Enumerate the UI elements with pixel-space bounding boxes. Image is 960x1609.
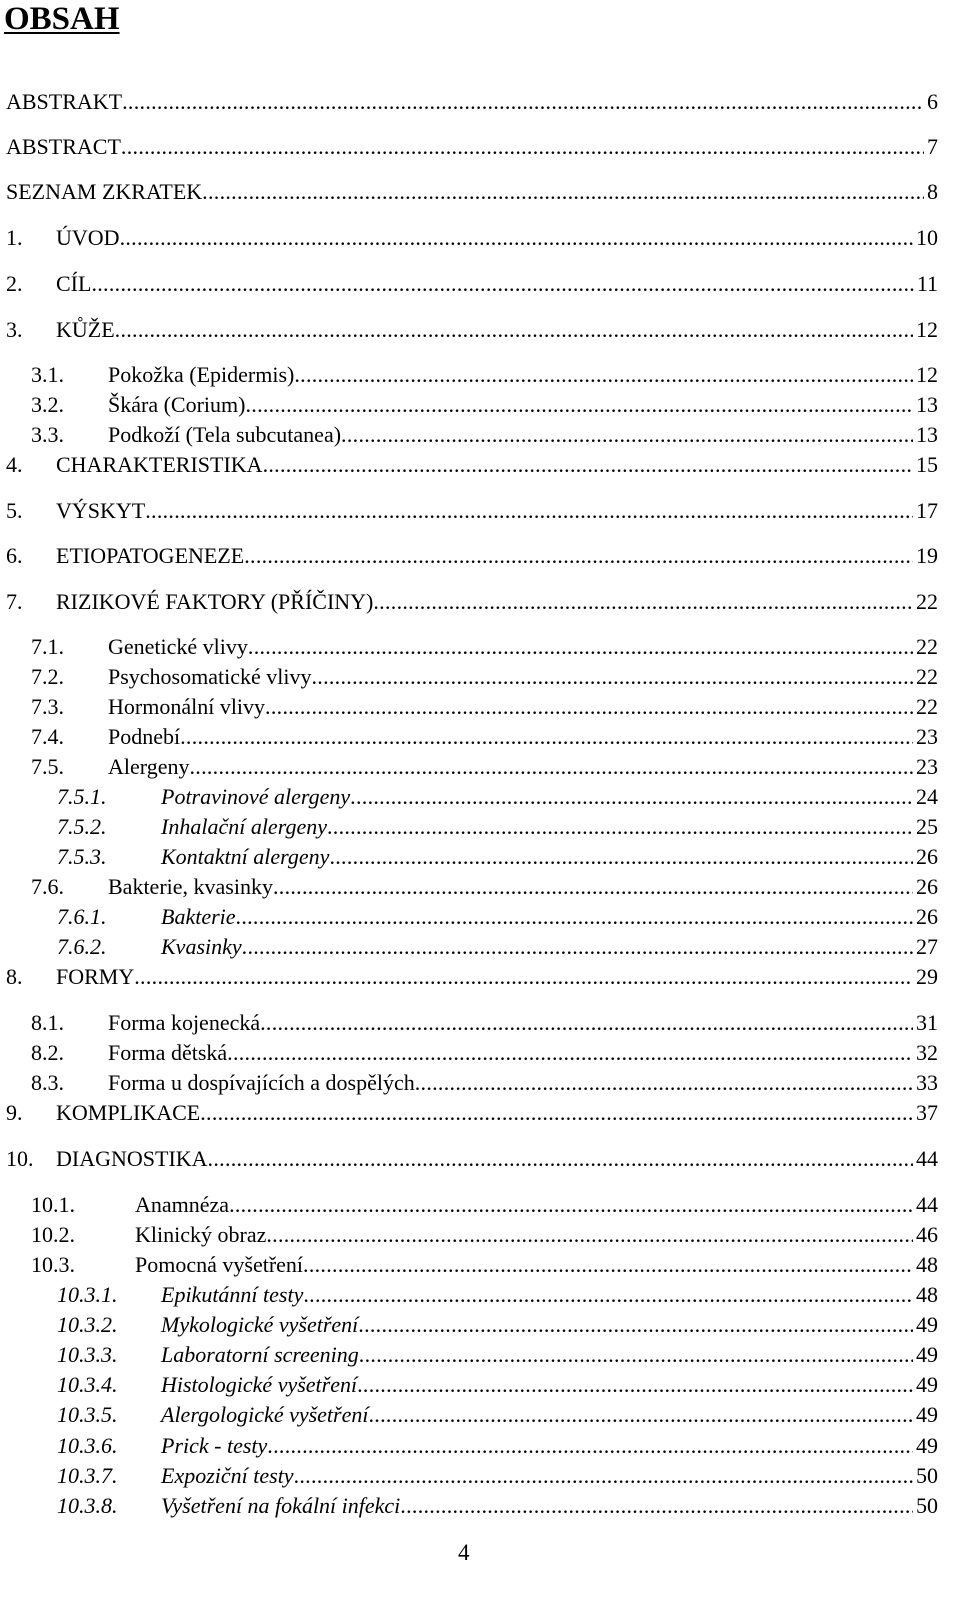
toc-entry[interactable] [6, 1099, 938, 1127]
toc-entry-page: 24 [916, 784, 938, 809]
toc-entry-number: 7.4. [31, 724, 64, 749]
toc-entry-title: Histologické vyšetření [161, 1372, 358, 1397]
toc-dot-leader [229, 1191, 913, 1219]
toc-entry-title: Alergeny [108, 754, 190, 779]
toc-entry-title: Pomocná vyšetření [135, 1252, 304, 1277]
toc-entry-page: 37 [916, 1100, 938, 1125]
toc-dot-leader [266, 1221, 913, 1249]
toc-entry[interactable] [6, 270, 938, 298]
toc-entry-number: 10.1. [31, 1192, 75, 1217]
toc-entry[interactable] [6, 133, 938, 161]
toc-entry-number: 8.2. [31, 1040, 64, 1065]
toc-entry-page: 50 [916, 1493, 938, 1518]
toc-entry-number: 7.5.1. [57, 784, 107, 809]
toc-entry-number: 8. [6, 964, 23, 989]
toc-entry-number: 10.3.6. [57, 1433, 118, 1458]
toc-entry-number: 10.3.7. [57, 1463, 118, 1488]
toc-entry-page: 46 [916, 1222, 938, 1247]
toc-dot-leader [260, 1009, 913, 1037]
toc-entry[interactable] [6, 224, 938, 252]
toc-entry-title: Forma kojenecká [108, 1010, 261, 1035]
page-number: 4 [458, 1540, 470, 1565]
toc-dot-leader [294, 1462, 913, 1490]
toc-entry-page: 6 [927, 89, 938, 114]
toc-entry[interactable] [57, 783, 938, 811]
toc-entry-title: Klinický obraz [135, 1222, 267, 1247]
toc-entry-title: ÚVOD [56, 225, 120, 250]
toc-entry[interactable] [31, 361, 938, 389]
toc-dot-leader [267, 1432, 913, 1460]
toc-dot-leader [236, 903, 913, 931]
toc-entry[interactable] [6, 542, 938, 570]
toc-entry-title: Expoziční testy [161, 1463, 294, 1488]
toc-entry-number: 7.5.3. [57, 844, 107, 869]
toc-entry-number: 10. [6, 1146, 34, 1171]
toc-dot-leader [273, 873, 913, 901]
toc-entry-title: Alergologické vyšetření [161, 1402, 369, 1427]
toc-entry-page: 44 [916, 1146, 938, 1171]
toc-entry-title: CÍL [56, 271, 92, 296]
toc-entry-title: ABSTRAKT [6, 89, 123, 114]
toc-entry-page: 26 [916, 874, 938, 899]
toc-entry-title: VÝSKYT [56, 498, 146, 523]
toc-entry-page: 26 [916, 904, 938, 929]
toc-entry-title: Škára (Corium) [108, 392, 246, 417]
toc-entry-page: 22 [916, 664, 938, 689]
toc-dot-leader [327, 813, 913, 841]
toc-dot-leader [369, 1401, 914, 1429]
toc-entry-page: 22 [916, 589, 938, 614]
toc-entry-number: 3.1. [31, 362, 64, 387]
toc-dot-leader [359, 1341, 913, 1369]
toc-dot-leader [115, 316, 913, 344]
toc-entry-page: 49 [916, 1402, 938, 1427]
toc-entry-page: 12 [916, 317, 938, 342]
toc-entry[interactable] [31, 873, 938, 901]
toc-dot-leader [341, 421, 913, 449]
toc-entry-title: Laboratorní screening [161, 1342, 359, 1367]
toc-entry[interactable] [31, 1221, 938, 1249]
toc-entry-title: Potravinové alergeny [161, 784, 351, 809]
toc-entry-page: 29 [916, 964, 938, 989]
toc-dot-leader [244, 542, 913, 570]
toc-entry[interactable] [57, 933, 938, 961]
toc-dot-leader [350, 783, 913, 811]
toc-entry-title: Prick - testy [161, 1433, 268, 1458]
toc-entry-number: 7.6.1. [57, 904, 107, 929]
toc-dot-leader [208, 1145, 913, 1173]
toc-dot-leader [357, 1371, 913, 1399]
toc-entry-page: 13 [916, 392, 938, 417]
toc-dot-leader [122, 88, 924, 116]
toc-entry-title: KOMPLIKACE [56, 1100, 201, 1125]
toc-entry[interactable] [31, 1191, 938, 1219]
toc-entry-title: DIAGNOSTIKA [56, 1146, 208, 1171]
toc-dot-leader [311, 663, 913, 691]
toc-dot-leader [242, 933, 913, 961]
toc-entry-number: 10.3.2. [57, 1312, 118, 1337]
toc-entry-page: 12 [916, 362, 938, 387]
toc-entry-number: 10.3.1. [57, 1282, 118, 1307]
toc-entry-title: Anamnéza [135, 1192, 230, 1217]
toc-entry-number: 1. [6, 225, 23, 250]
toc-entry-page: 26 [916, 844, 938, 869]
toc-entry-number: 4. [6, 452, 23, 477]
toc-entry-page: 49 [916, 1372, 938, 1397]
toc-entry-title: ETIOPATOGENEZE [56, 543, 245, 568]
toc-entry-title: Vyšetření na fokální infekci [161, 1493, 401, 1518]
toc-entry-title: Podnebí [108, 724, 181, 749]
toc-entry-number: 7.5. [31, 754, 64, 779]
toc-entry-page: 22 [916, 634, 938, 659]
toc-entry-number: 10.3.3. [57, 1342, 118, 1367]
toc-entry[interactable] [57, 1341, 938, 1369]
toc-entry-title: Mykologické vyšetření [161, 1312, 359, 1337]
toc-dot-leader [400, 1492, 913, 1520]
toc-entry-page: 49 [916, 1312, 938, 1337]
toc-entry-title: Psychosomatické vlivy [108, 664, 312, 689]
toc-entry[interactable] [6, 963, 938, 991]
toc-entry-page: 31 [916, 1010, 938, 1035]
toc-entry-page: 44 [916, 1192, 938, 1217]
toc-entry-title: Podkoží (Tela subcutanea) [108, 422, 342, 447]
toc-entry-title: Kontaktní alergeny [161, 844, 330, 869]
toc-entry-page: 33 [916, 1070, 938, 1095]
toc-dot-leader [294, 361, 913, 389]
toc-entry-title: Forma dětská [108, 1040, 228, 1065]
toc-entry-title: FORMY [56, 964, 135, 989]
toc-entry-number: 3. [6, 317, 23, 342]
toc-dot-leader [227, 1039, 913, 1067]
toc-entry-title: Hormonální vlivy [108, 694, 266, 719]
toc-entry[interactable] [31, 1069, 938, 1097]
toc-dot-leader [358, 1311, 913, 1339]
toc-entry-number: 6. [6, 543, 23, 568]
toc-dot-leader [245, 391, 913, 419]
toc-entry-title: Forma u dospívajících a dospělých [108, 1070, 415, 1095]
toc-entry[interactable] [57, 1492, 938, 1520]
toc-entry-number: 2. [6, 271, 23, 296]
toc-entry-number: 3.3. [31, 422, 64, 447]
toc-entry-page: 32 [916, 1040, 938, 1065]
toc-entry-number: 10.3.4. [57, 1372, 118, 1397]
toc-dot-leader [189, 753, 913, 781]
toc-entry[interactable] [57, 1281, 938, 1309]
toc-dot-leader [373, 588, 913, 616]
toc-entry[interactable] [31, 1251, 938, 1279]
toc-entry-page: 22 [916, 694, 938, 719]
toc-entry[interactable] [6, 88, 938, 116]
toc-entry[interactable] [31, 421, 938, 449]
toc-dot-leader [415, 1069, 913, 1097]
toc-entry[interactable] [6, 588, 938, 616]
toc-entry-page: 23 [916, 724, 938, 749]
toc-entry-page: 10 [916, 225, 938, 250]
toc-entry[interactable] [57, 1371, 938, 1399]
toc-entry-number: 8.3. [31, 1070, 64, 1095]
toc-entry-page: 49 [916, 1433, 938, 1458]
toc-entry[interactable] [6, 1145, 938, 1173]
toc-entry-page: 11 [916, 271, 938, 296]
toc-entry-title: Bakterie, kvasinky [108, 874, 273, 899]
toc-entry[interactable] [57, 903, 938, 931]
toc-entry-page: 15 [916, 452, 938, 477]
toc-entry[interactable] [57, 1462, 938, 1490]
toc-entry[interactable] [6, 316, 938, 344]
toc-entry[interactable] [57, 813, 938, 841]
toc-entry-title: Epikutánní testy [161, 1282, 304, 1307]
toc-entry-page: 27 [916, 934, 938, 959]
toc-dot-leader [200, 1099, 913, 1127]
toc-entry[interactable] [6, 451, 938, 479]
toc-entry-page: 49 [916, 1342, 938, 1367]
toc-entry-title: Genetické vlivy [108, 634, 248, 659]
toc-entry-number: 10.3. [31, 1252, 75, 1277]
toc-dot-leader [120, 224, 913, 252]
toc-entry-title: Inhalační alergeny [161, 814, 327, 839]
toc-entry-title: Kvasinky [161, 934, 242, 959]
toc-entry-number: 10.3.8. [57, 1493, 118, 1518]
toc-entry[interactable] [31, 693, 938, 721]
toc-entry-number: 7.6.2. [57, 934, 107, 959]
toc-entry[interactable] [57, 843, 938, 871]
toc-dot-leader [202, 178, 924, 206]
toc-entry-page: 48 [916, 1282, 938, 1307]
toc-entry-number: 8.1. [31, 1010, 64, 1035]
toc-entry-title: KŮŽE [56, 317, 115, 342]
toc-entry-page: 48 [916, 1252, 938, 1277]
toc-entry[interactable] [6, 497, 938, 525]
toc-entry-page: 25 [916, 814, 938, 839]
toc-entry-title: RIZIKOVÉ FAKTORY (PŘÍČINY) [56, 589, 374, 614]
toc-entry-number: 7.5.2. [57, 814, 107, 839]
toc-entry[interactable] [57, 1432, 938, 1460]
toc-entry-page: 19 [916, 543, 938, 568]
toc-entry[interactable] [57, 1401, 938, 1429]
toc-entry-page: 23 [916, 754, 938, 779]
toc-entry-title: CHARAKTERISTIKA [56, 452, 263, 477]
toc-entry-title: ABSTRACT [6, 134, 121, 159]
toc-entry-number: 5. [6, 498, 23, 523]
toc-dot-leader [180, 723, 913, 751]
toc-entry[interactable] [31, 1039, 938, 1067]
toc-dot-leader [91, 270, 913, 298]
toc-dot-leader [134, 963, 913, 991]
toc-dot-leader [303, 1251, 913, 1279]
toc-entry-number: 10.3.5. [57, 1402, 118, 1427]
toc-dot-leader [121, 133, 924, 161]
toc-entry-number: 7.6. [31, 874, 64, 899]
toc-entry[interactable] [31, 663, 938, 691]
toc-entry[interactable] [31, 633, 938, 661]
toc-dot-leader [145, 497, 913, 525]
toc-entry-number: 9. [6, 1100, 23, 1125]
toc-entry-number: 7. [6, 589, 23, 614]
toc-entry-page: 13 [916, 422, 938, 447]
toc-entry-number: 7.1. [31, 634, 64, 659]
toc-entry-page: 17 [916, 498, 938, 523]
toc-entry-page: 8 [927, 179, 938, 204]
toc-entry[interactable] [6, 178, 938, 206]
toc-entry-title: Pokožka (Epidermis) [108, 362, 295, 387]
page-title: OBSAH [4, 1, 120, 37]
toc-entry[interactable] [57, 1311, 938, 1339]
toc-dot-leader [263, 451, 913, 479]
toc-entry[interactable] [31, 723, 938, 751]
toc-entry-page: 7 [927, 134, 938, 159]
toc-dot-leader [265, 693, 913, 721]
toc-dot-leader [248, 633, 913, 661]
toc-dot-leader [303, 1281, 913, 1309]
toc-dot-leader [329, 843, 913, 871]
toc-entry-number: 10.2. [31, 1222, 75, 1247]
toc-entry-title: SEZNAM ZKRATEK [6, 179, 203, 204]
toc-entry-number: 7.2. [31, 664, 64, 689]
toc-entry-number: 3.2. [31, 392, 64, 417]
toc-entry-page: 50 [916, 1463, 938, 1488]
toc-entry-title: Bakterie [161, 904, 236, 929]
toc-entry[interactable] [31, 391, 938, 419]
toc-entry[interactable] [31, 1009, 938, 1037]
toc-entry-number: 7.3. [31, 694, 64, 719]
toc-entry[interactable] [31, 753, 938, 781]
